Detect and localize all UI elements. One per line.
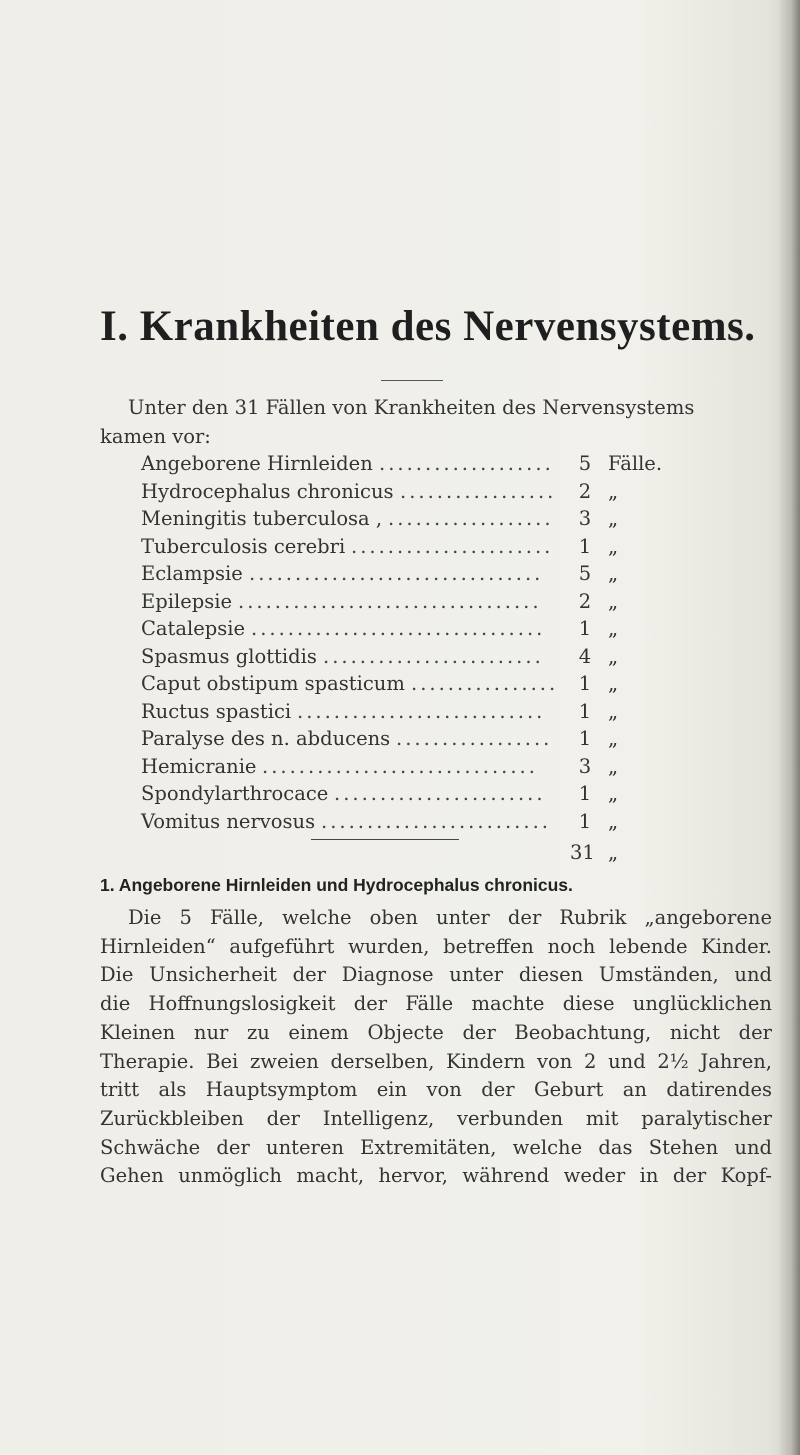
case-unit: „ <box>608 589 619 613</box>
case-row <box>141 670 741 698</box>
case-unit: „ <box>608 617 619 640</box>
case-count: 5 <box>578 452 592 475</box>
leader-dots: ....................... <box>334 782 546 805</box>
paragraph-line: Kleinen nur zu einem Objecte der Beobachtung, nicht der <box>100 1020 772 1044</box>
case-unit: „ <box>608 672 619 695</box>
paragraph-line: tritt als Hauptsymptom ein von der Geburt an datirendes <box>100 1078 772 1102</box>
case-unit: „ <box>608 507 619 530</box>
section-heading: 1. Angeborene Hirnleiden und Hydrocephalus chronicus. <box>100 875 573 895</box>
case-count: 2 <box>578 589 592 613</box>
case-row <box>141 505 741 533</box>
paragraph-line: Zurückbleiben der Intelligenz, verbunden mit paralytischer <box>100 1106 772 1130</box>
case-name: Hemicranie <box>141 754 257 778</box>
case-count: 1 <box>578 534 592 558</box>
leader-dots: ........................ <box>323 644 544 668</box>
leader-dots: .............................. <box>262 754 538 778</box>
case-unit: „ <box>608 644 619 668</box>
case-count: 1 <box>578 809 592 833</box>
case-name: Vomitus nervosus <box>141 809 316 833</box>
leader-dots: ........................... <box>297 699 546 723</box>
case-count: 4 <box>578 644 592 668</box>
intro-line-1: Unter den 31 Fällen von Krankheiten des Nervensystems <box>128 396 695 419</box>
paragraph-line: Hirnleiden“ aufgeführt wurden, betreffen noch lebende Kinder. <box>100 934 772 958</box>
case-name: Ructus spastici <box>141 699 292 723</box>
leader-dots: ................. <box>396 727 553 750</box>
case-count: 1 <box>578 699 592 723</box>
case-name: Caput obstipum spasticum <box>141 672 405 695</box>
case-unit: „ <box>608 754 619 778</box>
case-unit: „ <box>608 782 619 805</box>
case-count: 1 <box>578 727 592 750</box>
case-name: Angeborene Hirnleiden <box>141 452 373 475</box>
case-unit: „ <box>608 534 619 558</box>
leader-dots: ................... <box>379 452 554 475</box>
heading-rule <box>381 380 443 381</box>
case-unit: „ <box>608 727 619 750</box>
case-count: 3 <box>578 754 592 778</box>
case-count: 1 <box>578 617 592 640</box>
leader-dots: ................ <box>411 672 559 695</box>
leader-dots: ................. <box>400 479 557 503</box>
case-row <box>141 808 741 836</box>
case-row <box>141 588 741 616</box>
case-name: Tuberculosis cerebri <box>141 534 346 558</box>
intro-line-2: kamen vor: <box>100 425 211 448</box>
paragraph-line: Die Unsicherheit der Diagnose unter diesen Umständen, und <box>100 963 772 987</box>
case-row <box>141 450 741 478</box>
case-unit: „ <box>608 562 619 585</box>
total-unit: „ <box>608 841 619 864</box>
intro-text <box>100 393 780 451</box>
leader-dots: ......................... <box>321 809 551 833</box>
case-name: Spasmus glottidis <box>141 644 317 668</box>
chapter-heading: I. Krankheiten des Nervensystems. <box>100 303 756 350</box>
case-row <box>141 753 741 781</box>
case-row <box>141 615 741 643</box>
case-name: Catalepsie <box>141 617 246 640</box>
case-count: 5 <box>578 562 592 585</box>
leader-dots: ................................ <box>251 617 546 640</box>
total-count: 31 <box>570 841 595 864</box>
paragraph-line: Die 5 Fälle, welche oben unter der Rubrik „angeborene <box>128 906 772 929</box>
case-name: Eclampsie <box>141 562 243 585</box>
case-name: Spondylarthrocace <box>141 782 329 805</box>
case-count: 3 <box>578 507 592 530</box>
case-row <box>141 780 741 808</box>
leader-dots: ................................. <box>238 589 542 613</box>
sum-rule <box>311 839 459 840</box>
case-total <box>570 839 619 867</box>
paragraph-line: Schwäche der unteren Extremitäten, welche das Stehen und <box>100 1135 772 1159</box>
case-row <box>141 725 741 753</box>
case-count: 2 <box>578 479 592 503</box>
case-row <box>141 643 741 671</box>
case-count: 1 <box>578 672 592 695</box>
case-row <box>141 533 741 561</box>
case-row <box>141 698 741 726</box>
leader-dots: .................. <box>388 507 554 530</box>
paragraph-line: Therapie. Bei zweien derselben, Kindern von 2 und 2½ Jahren, <box>100 1049 772 1073</box>
paragraph-line: Gehen unmöglich macht, hervor, während weder in der Kopf- <box>100 1164 772 1188</box>
case-name: Paralyse des n. abducens <box>141 727 391 750</box>
case-name: Epilepsie <box>141 589 232 613</box>
page-edge-shadow <box>778 0 800 1455</box>
case-unit: „ <box>608 479 619 503</box>
case-list <box>141 450 741 835</box>
leader-dots: ................................ <box>249 562 544 585</box>
case-name: Hydrocephalus chronicus <box>141 479 394 503</box>
paragraph-line: die Hoffnungslosigkeit der Fälle machte diese unglücklichen <box>100 992 772 1016</box>
case-row <box>141 560 741 588</box>
body-paragraph <box>100 904 772 1191</box>
case-unit: „ <box>608 699 619 723</box>
case-unit: Fälle. <box>608 452 663 475</box>
case-count: 1 <box>578 782 592 805</box>
leader-dots: ...................... <box>351 534 554 558</box>
case-name: Meningitis tuberculosa , <box>141 507 383 530</box>
case-unit: „ <box>608 809 619 833</box>
case-row <box>141 478 741 506</box>
